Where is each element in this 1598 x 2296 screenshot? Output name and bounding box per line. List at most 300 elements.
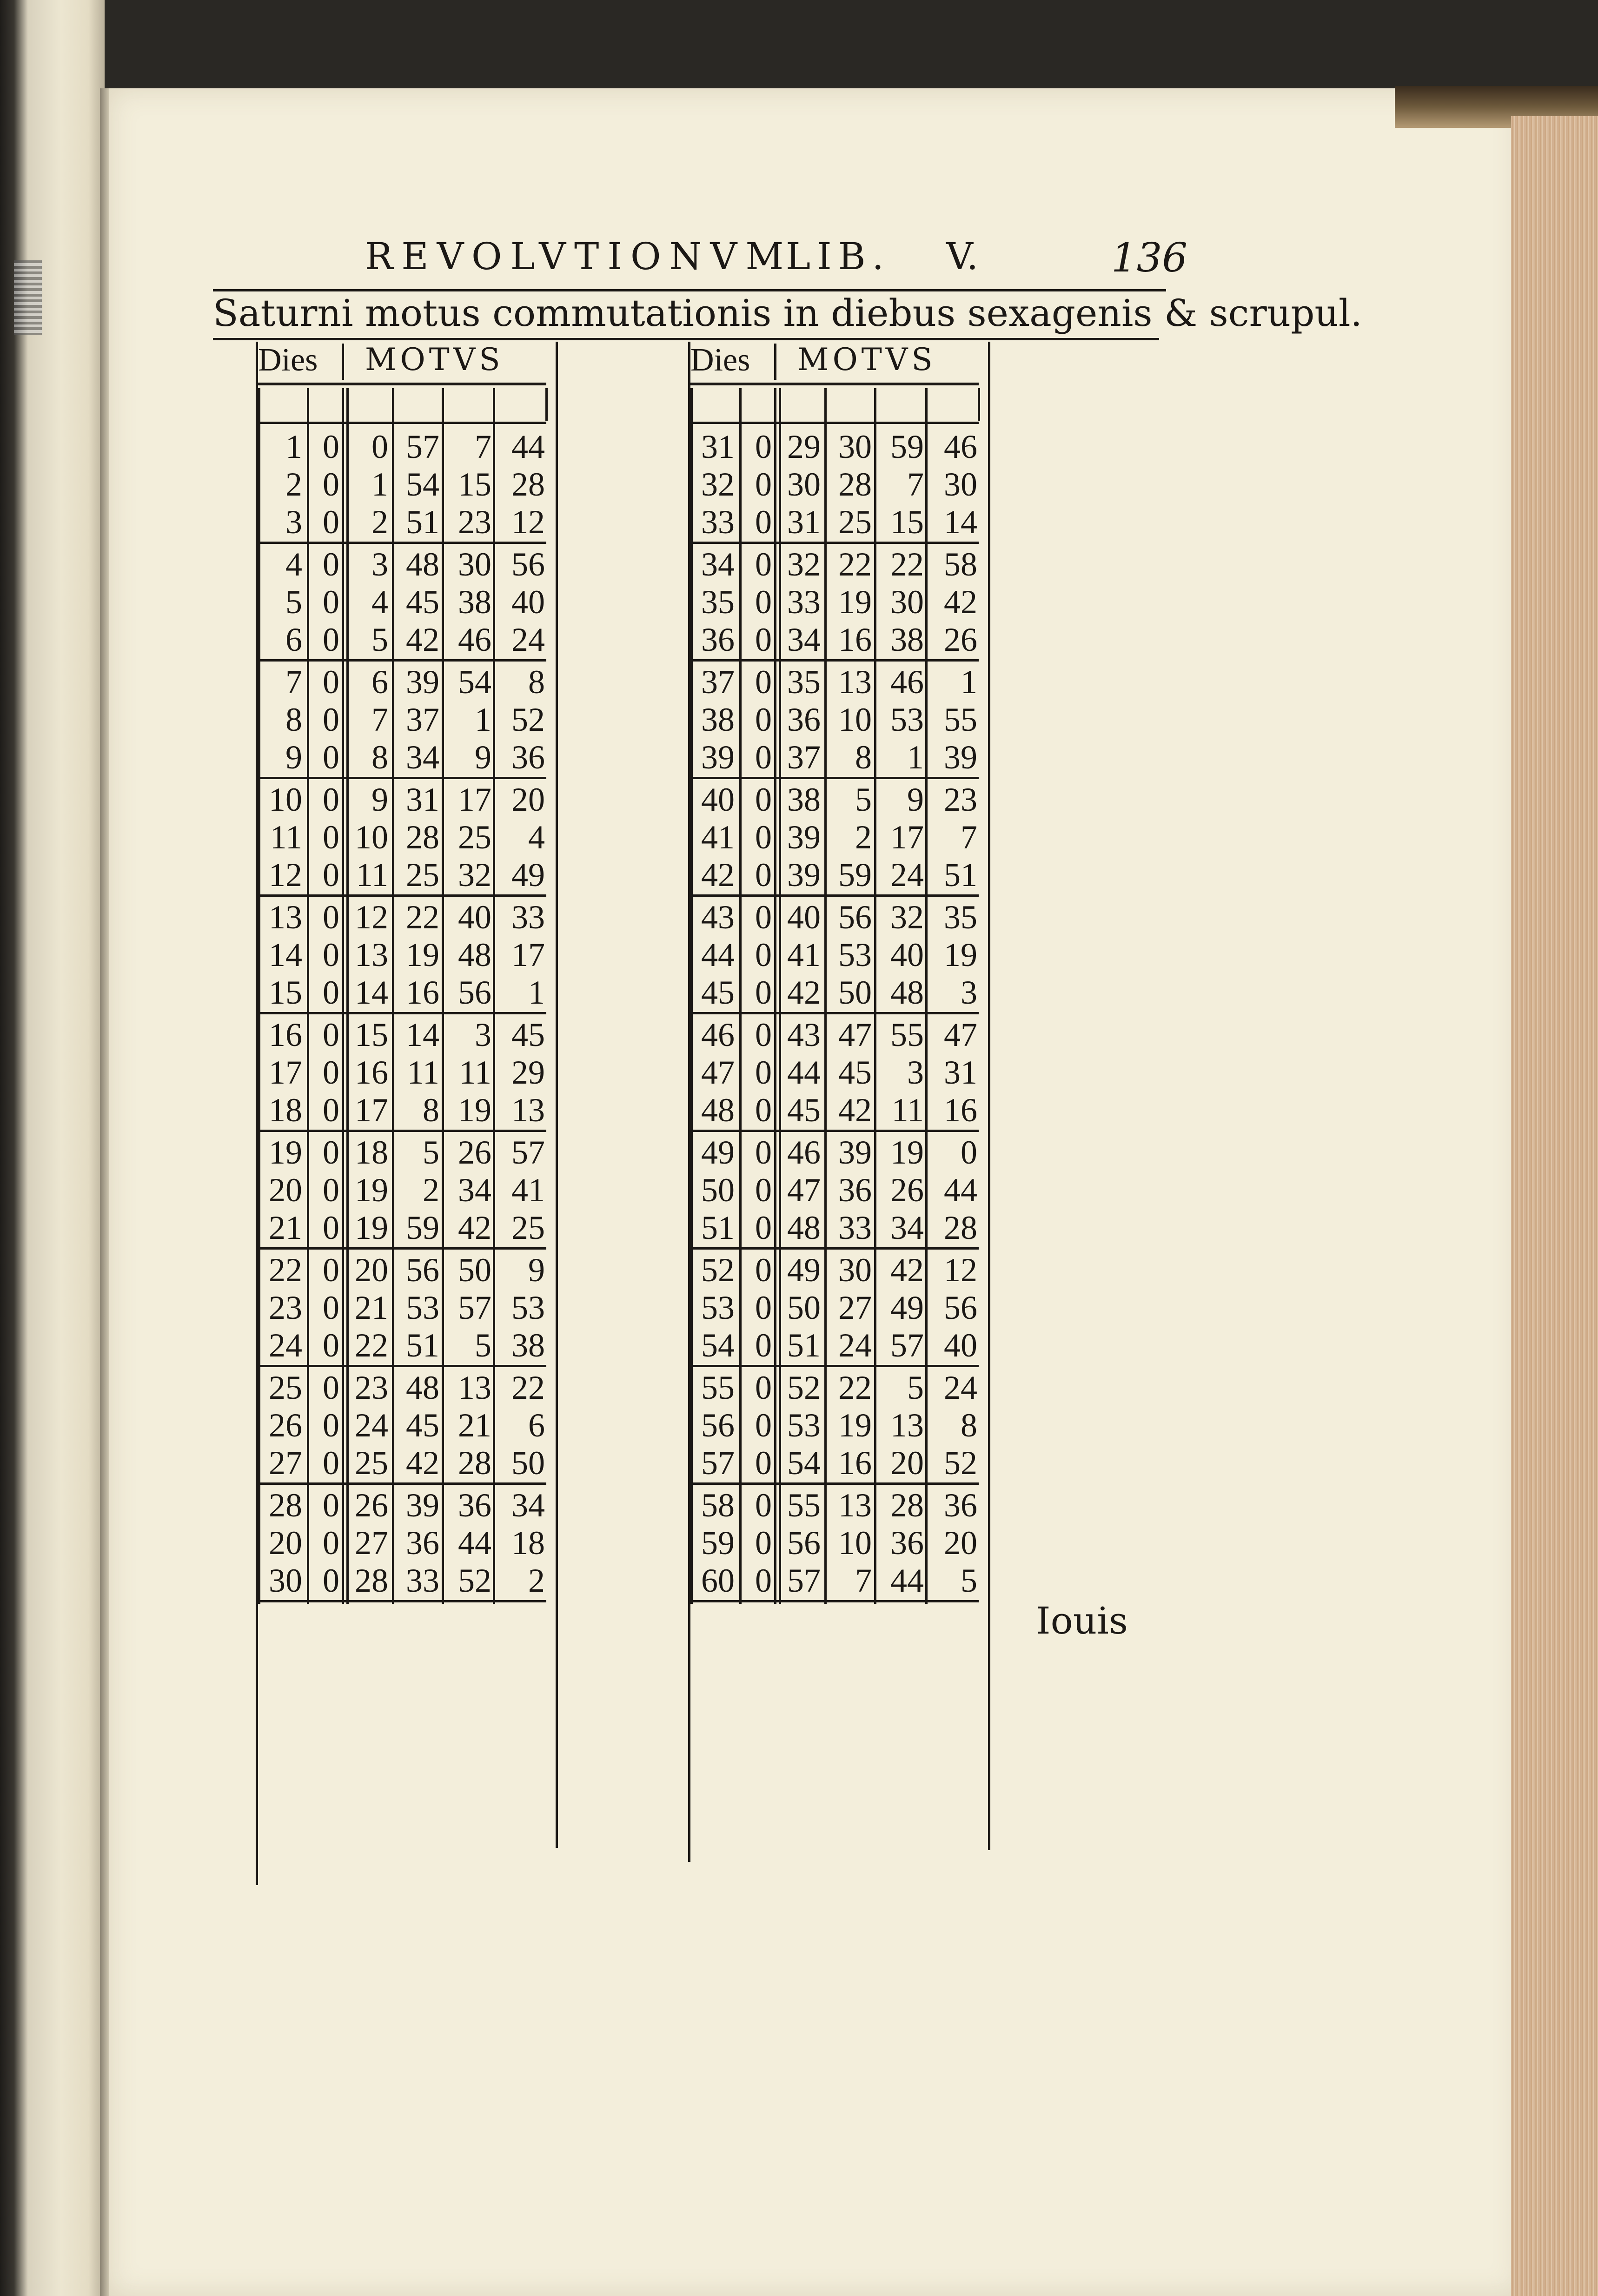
cell-col-5: 35 — [944, 899, 977, 936]
cell-col-4: 1 — [907, 739, 924, 776]
cell-col-2: 28 — [355, 1562, 388, 1599]
cell-col-2: 14 — [355, 974, 388, 1011]
subheader-rule — [258, 422, 546, 424]
cell-col-5: 38 — [511, 1327, 545, 1364]
cell-col-0: 31 — [701, 428, 735, 465]
cell-col-4: 38 — [458, 583, 491, 621]
cell-col-2: 48 — [787, 1209, 821, 1246]
running-head-book: LIB. — [786, 235, 890, 278]
cell-col-4: 5 — [907, 1369, 924, 1406]
cell-col-3: 53 — [406, 1289, 439, 1326]
group-rule — [690, 1482, 979, 1485]
cell-col-1: 0 — [323, 974, 339, 1011]
cell-col-4: 28 — [890, 1487, 924, 1524]
cell-col-4: 57 — [458, 1289, 491, 1326]
dies-header: Dies — [690, 342, 750, 378]
cell-col-3: 48 — [406, 1369, 439, 1406]
cell-col-5: 30 — [944, 466, 977, 503]
cell-col-2: 11 — [356, 856, 388, 893]
cell-col-3: 28 — [838, 466, 872, 503]
cell-col-1: 0 — [755, 1562, 772, 1599]
cell-col-5: 7 — [961, 819, 977, 856]
cell-col-1: 0 — [755, 1487, 772, 1524]
cell-col-1: 0 — [755, 781, 772, 818]
cell-col-4: 19 — [458, 1092, 491, 1129]
cell-col-1: 0 — [323, 936, 339, 973]
cell-col-0: 1 — [285, 428, 302, 465]
cell-col-0: 25 — [269, 1369, 302, 1406]
cell-col-0: 40 — [701, 781, 735, 818]
cell-col-0: 28 — [269, 1487, 302, 1524]
cell-col-4: 57 — [890, 1327, 924, 1364]
cell-col-1: 0 — [323, 1524, 339, 1562]
cell-col-1: 0 — [755, 856, 772, 893]
cell-col-2: 9 — [371, 781, 388, 818]
cell-col-4: 26 — [458, 1134, 491, 1171]
cell-col-1: 0 — [323, 1209, 339, 1246]
cell-col-2: 47 — [787, 1171, 821, 1209]
cell-col-5: 28 — [944, 1209, 977, 1246]
group-rule — [258, 1130, 546, 1132]
cell-col-5: 14 — [944, 503, 977, 541]
column-rule — [342, 388, 344, 1604]
cell-col-5: 55 — [944, 701, 977, 738]
group-rule — [258, 542, 546, 544]
cell-col-2: 37 — [787, 739, 821, 776]
cell-col-5: 36 — [944, 1487, 977, 1524]
cell-col-3: 59 — [406, 1209, 439, 1246]
outer-rule-left — [688, 342, 690, 1862]
cell-col-2: 36 — [787, 701, 821, 738]
cell-col-3: 19 — [838, 1407, 872, 1444]
cell-col-2: 54 — [787, 1444, 821, 1482]
cell-col-0: 59 — [701, 1524, 735, 1562]
cell-col-2: 19 — [355, 1171, 388, 1209]
cell-col-2: 30 — [787, 466, 821, 503]
cell-col-5: 56 — [944, 1289, 977, 1326]
cell-col-5: 17 — [511, 936, 545, 973]
cell-col-2: 20 — [355, 1251, 388, 1289]
cell-col-3: 22 — [838, 546, 872, 583]
cell-col-4: 28 — [458, 1444, 491, 1482]
cell-col-5: 3 — [961, 974, 977, 1011]
cell-col-0: 3 — [285, 503, 302, 541]
cell-col-3: 8 — [423, 1092, 439, 1129]
cell-col-4: 40 — [890, 936, 924, 973]
cell-col-3: 2 — [423, 1171, 439, 1209]
cell-col-1: 0 — [755, 428, 772, 465]
cell-col-3: 19 — [406, 936, 439, 973]
cell-col-5: 50 — [511, 1444, 545, 1482]
motus-header: MOTVS — [797, 342, 936, 377]
cell-col-3: 56 — [406, 1251, 439, 1289]
column-rule — [925, 388, 928, 1604]
cell-col-3: 30 — [838, 428, 872, 465]
cell-col-3: 45 — [838, 1054, 872, 1091]
cell-col-4: 55 — [890, 1016, 924, 1053]
cell-col-0: 33 — [701, 503, 735, 541]
cell-col-2: 51 — [787, 1327, 821, 1364]
cell-col-1: 0 — [755, 583, 772, 621]
cell-col-3: 59 — [838, 856, 872, 893]
cell-col-0: 46 — [701, 1016, 735, 1053]
cell-col-0: 2 — [285, 466, 302, 503]
group-rule — [690, 1247, 979, 1250]
cell-col-3: 14 — [406, 1016, 439, 1053]
cell-col-5: 4 — [528, 819, 545, 856]
cell-col-2: 17 — [355, 1092, 388, 1129]
group-rule — [258, 1365, 546, 1367]
header-rule — [690, 383, 979, 385]
cell-col-1: 0 — [323, 1016, 339, 1053]
folio-number: 136 — [1111, 235, 1188, 281]
facing-page-sliver — [14, 260, 42, 335]
group-rule — [690, 1130, 979, 1132]
cell-col-3: 7 — [855, 1562, 872, 1599]
cell-col-4: 42 — [890, 1251, 924, 1289]
cell-col-2: 10 — [355, 819, 388, 856]
column-rule — [442, 388, 444, 1604]
cell-col-0: 27 — [269, 1444, 302, 1482]
cell-col-0: 57 — [701, 1444, 735, 1482]
cell-col-3: 53 — [838, 936, 872, 973]
cell-col-5: 47 — [944, 1016, 977, 1053]
cell-col-4: 46 — [890, 663, 924, 701]
cell-col-3: 47 — [838, 1016, 872, 1053]
cell-col-4: 3 — [475, 1016, 491, 1053]
cell-col-4: 32 — [890, 899, 924, 936]
cell-col-0: 58 — [701, 1487, 735, 1524]
cell-col-4: 1 — [475, 701, 491, 738]
cell-col-4: 49 — [890, 1289, 924, 1326]
cell-col-5: 53 — [511, 1289, 545, 1326]
cell-col-2: 35 — [787, 663, 821, 701]
cell-col-3: 13 — [838, 663, 872, 701]
cell-col-5: 20 — [944, 1524, 977, 1562]
cell-col-1: 0 — [323, 663, 339, 701]
cell-col-2: 55 — [787, 1487, 821, 1524]
cell-col-3: 39 — [838, 1134, 872, 1171]
cell-col-3: 30 — [838, 1251, 872, 1289]
catchword: Iouis — [1036, 1599, 1128, 1642]
cell-col-3: 39 — [406, 1487, 439, 1524]
cell-col-0: 53 — [701, 1289, 735, 1326]
cell-col-1: 0 — [323, 856, 339, 893]
cell-col-5: 57 — [511, 1134, 545, 1171]
cell-col-5: 16 — [944, 1092, 977, 1129]
group-rule — [258, 1600, 546, 1602]
column-rule — [493, 388, 495, 1604]
cell-col-3: 51 — [406, 503, 439, 541]
cell-col-3: 31 — [406, 781, 439, 818]
cell-col-2: 57 — [787, 1562, 821, 1599]
cell-col-1: 0 — [755, 899, 772, 936]
group-rule — [258, 1482, 546, 1485]
cell-col-0: 9 — [285, 739, 302, 776]
cell-col-4: 36 — [890, 1524, 924, 1562]
cell-col-5: 26 — [944, 621, 977, 658]
cell-col-4: 50 — [458, 1251, 491, 1289]
cell-col-0: 34 — [701, 546, 735, 583]
cell-col-1: 0 — [755, 1209, 772, 1246]
cell-col-2: 52 — [787, 1369, 821, 1406]
cell-col-5: 31 — [944, 1054, 977, 1091]
cell-col-1: 0 — [755, 1407, 772, 1444]
cell-col-3: 24 — [838, 1327, 872, 1364]
cell-col-2: 45 — [787, 1092, 821, 1129]
column-rule — [346, 388, 349, 1604]
cell-col-4: 30 — [458, 546, 491, 583]
cell-col-5: 12 — [511, 503, 545, 541]
cell-col-2: 12 — [355, 899, 388, 936]
cell-col-3: 22 — [406, 899, 439, 936]
cell-col-1: 0 — [323, 1054, 339, 1091]
cell-col-2: 31 — [787, 503, 821, 541]
cell-col-0: 5 — [285, 583, 302, 621]
cell-col-4: 30 — [890, 583, 924, 621]
cell-col-5: 13 — [511, 1092, 545, 1129]
column-rule — [874, 388, 876, 1604]
cell-col-4: 56 — [458, 974, 491, 1011]
cell-col-1: 0 — [755, 663, 772, 701]
cell-col-3: 16 — [838, 621, 872, 658]
cell-col-4: 52 — [458, 1562, 491, 1599]
cell-col-3: 36 — [838, 1171, 872, 1209]
group-rule — [690, 542, 979, 544]
group-rule — [258, 894, 546, 897]
cell-col-0: 26 — [269, 1407, 302, 1444]
cell-col-4: 38 — [890, 621, 924, 658]
cell-col-5: 40 — [511, 583, 545, 621]
cell-col-2: 42 — [787, 974, 821, 1011]
cell-col-4: 15 — [890, 503, 924, 541]
cell-col-5: 28 — [511, 466, 545, 503]
dies-header: Dies — [258, 342, 318, 378]
cell-col-3: 10 — [838, 1524, 872, 1562]
cell-col-2: 26 — [355, 1487, 388, 1524]
cell-col-4: 13 — [890, 1407, 924, 1444]
cell-col-0: 42 — [701, 856, 735, 893]
running-head — [365, 235, 1220, 291]
cell-col-2: 34 — [787, 621, 821, 658]
cell-col-1: 0 — [323, 1407, 339, 1444]
header-divider — [774, 344, 776, 380]
cell-col-4: 9 — [907, 781, 924, 818]
cell-col-3: 42 — [406, 1444, 439, 1482]
cell-col-3: 33 — [838, 1209, 872, 1246]
cell-col-2: 39 — [787, 819, 821, 856]
cell-col-5: 24 — [944, 1369, 977, 1406]
cell-col-1: 0 — [323, 1171, 339, 1209]
cell-col-0: 7 — [285, 663, 302, 701]
cell-col-5: 51 — [944, 856, 977, 893]
cell-col-1: 0 — [323, 1487, 339, 1524]
cell-col-4: 48 — [458, 936, 491, 973]
cell-col-1: 0 — [323, 781, 339, 818]
cell-col-0: 45 — [701, 974, 735, 1011]
group-rule — [258, 1012, 546, 1014]
cell-col-3: 36 — [406, 1524, 439, 1562]
cell-col-3: 33 — [406, 1562, 439, 1599]
cell-col-2: 49 — [787, 1251, 821, 1289]
cell-col-2: 2 — [371, 503, 388, 541]
cell-col-1: 0 — [755, 1444, 772, 1482]
motus-header: MOTVS — [365, 342, 504, 377]
cell-col-0: 43 — [701, 899, 735, 936]
cell-col-3: 34 — [406, 739, 439, 776]
cell-col-1: 0 — [323, 1327, 339, 1364]
cell-col-5: 5 — [961, 1562, 977, 1599]
cell-col-0: 54 — [701, 1327, 735, 1364]
cell-col-3: 8 — [855, 739, 872, 776]
cell-col-2: 32 — [787, 546, 821, 583]
cell-col-5: 36 — [511, 739, 545, 776]
cell-col-0: 37 — [701, 663, 735, 701]
cell-col-2: 16 — [355, 1054, 388, 1091]
cell-col-0: 15 — [269, 974, 302, 1011]
cell-col-0: 8 — [285, 701, 302, 738]
cell-col-4: 44 — [890, 1562, 924, 1599]
cell-col-0: 32 — [701, 466, 735, 503]
cell-col-0: 6 — [285, 621, 302, 658]
cell-col-2: 29 — [787, 428, 821, 465]
subheader-rule — [690, 422, 979, 424]
cell-col-1: 0 — [755, 1092, 772, 1129]
cell-col-2: 39 — [787, 856, 821, 893]
cell-col-1: 0 — [323, 1251, 339, 1289]
cell-col-4: 59 — [890, 428, 924, 465]
header-rule — [258, 383, 546, 385]
cell-col-5: 2 — [528, 1562, 545, 1599]
column-rule — [258, 388, 260, 1604]
cell-col-1: 0 — [323, 1369, 339, 1406]
cell-col-3: 5 — [423, 1134, 439, 1171]
cell-col-3: 48 — [406, 546, 439, 583]
cell-col-4: 48 — [890, 974, 924, 1011]
cell-col-0: 16 — [269, 1016, 302, 1053]
cell-col-4: 17 — [890, 819, 924, 856]
cell-col-1: 0 — [323, 1134, 339, 1171]
cell-col-2: 43 — [787, 1016, 821, 1053]
cell-col-1: 0 — [323, 1092, 339, 1129]
cell-col-5: 22 — [511, 1369, 545, 1406]
cell-col-2: 27 — [355, 1524, 388, 1562]
cell-col-0: 10 — [269, 781, 302, 818]
cell-col-4: 34 — [890, 1209, 924, 1246]
column-rule — [392, 388, 394, 1604]
cell-col-1: 0 — [323, 739, 339, 776]
cell-col-5: 40 — [944, 1327, 977, 1364]
cell-col-1: 0 — [755, 1524, 772, 1562]
cell-col-3: 2 — [855, 819, 872, 856]
cell-col-1: 0 — [755, 1369, 772, 1406]
cell-col-4: 42 — [458, 1209, 491, 1246]
cell-col-5: 45 — [511, 1016, 545, 1053]
cell-col-0: 21 — [269, 1209, 302, 1246]
cell-col-2: 1 — [371, 466, 388, 503]
column-rule — [690, 388, 693, 1604]
cell-col-1: 0 — [755, 936, 772, 973]
cell-col-2: 4 — [371, 583, 388, 621]
cell-col-4: 44 — [458, 1524, 491, 1562]
cell-col-0: 30 — [269, 1562, 302, 1599]
cell-col-4: 53 — [890, 701, 924, 738]
group-rule — [258, 1247, 546, 1250]
group-rule — [690, 1012, 979, 1014]
cell-col-0: 24 — [269, 1327, 302, 1364]
cell-col-2: 21 — [355, 1289, 388, 1326]
cell-col-4: 23 — [458, 503, 491, 541]
cell-col-3: 28 — [406, 819, 439, 856]
cell-col-5: 39 — [944, 739, 977, 776]
cell-col-3: 42 — [406, 621, 439, 658]
cell-col-1: 0 — [323, 621, 339, 658]
cell-col-5: 34 — [511, 1487, 545, 1524]
cell-col-0: 13 — [269, 899, 302, 936]
cell-col-0: 39 — [701, 739, 735, 776]
cell-col-1: 0 — [755, 1171, 772, 1209]
cell-col-3: 45 — [406, 583, 439, 621]
cell-col-4: 54 — [458, 663, 491, 701]
cell-col-4: 34 — [458, 1171, 491, 1209]
cell-col-1: 0 — [323, 583, 339, 621]
cell-col-2: 38 — [787, 781, 821, 818]
cell-col-0: 12 — [269, 856, 302, 893]
cell-col-1: 0 — [323, 819, 339, 856]
cell-col-5: 6 — [528, 1407, 545, 1444]
subheader-tick — [978, 388, 980, 421]
cell-col-2: 5 — [371, 621, 388, 658]
cell-col-1: 0 — [323, 546, 339, 583]
cell-col-0: 20 — [269, 1524, 302, 1562]
cell-col-0: 36 — [701, 621, 735, 658]
cell-col-1: 0 — [755, 1251, 772, 1289]
cell-col-2: 40 — [787, 899, 821, 936]
cell-col-0: 50 — [701, 1171, 735, 1209]
cell-col-4: 36 — [458, 1487, 491, 1524]
cell-col-3: 42 — [838, 1092, 872, 1129]
subheader-tick — [545, 388, 548, 421]
cell-col-3: 25 — [406, 856, 439, 893]
cell-col-5: 1 — [961, 663, 977, 701]
cell-col-1: 0 — [755, 739, 772, 776]
cell-col-0: 48 — [701, 1092, 735, 1129]
cell-col-0: 11 — [270, 819, 302, 856]
cell-col-4: 11 — [459, 1054, 491, 1091]
cell-col-5: 49 — [511, 856, 545, 893]
cell-col-4: 21 — [458, 1407, 491, 1444]
cell-col-0: 22 — [269, 1251, 302, 1289]
cell-col-3: 11 — [407, 1054, 439, 1091]
cell-col-2: 53 — [787, 1407, 821, 1444]
cell-col-4: 46 — [458, 621, 491, 658]
cell-col-4: 24 — [890, 856, 924, 893]
cell-col-4: 26 — [890, 1171, 924, 1209]
cell-col-5: 1 — [528, 974, 545, 1011]
cell-col-5: 29 — [511, 1054, 545, 1091]
cell-col-0: 49 — [701, 1134, 735, 1171]
cell-col-5: 52 — [944, 1444, 977, 1482]
cell-col-0: 23 — [269, 1289, 302, 1326]
cell-col-2: 6 — [371, 663, 388, 701]
cell-col-2: 46 — [787, 1134, 821, 1171]
header-divider — [342, 344, 344, 380]
cell-col-2: 41 — [787, 936, 821, 973]
cell-col-0: 35 — [701, 583, 735, 621]
cell-col-1: 0 — [755, 621, 772, 658]
cell-col-3: 39 — [406, 663, 439, 701]
cell-col-2: 13 — [355, 936, 388, 973]
